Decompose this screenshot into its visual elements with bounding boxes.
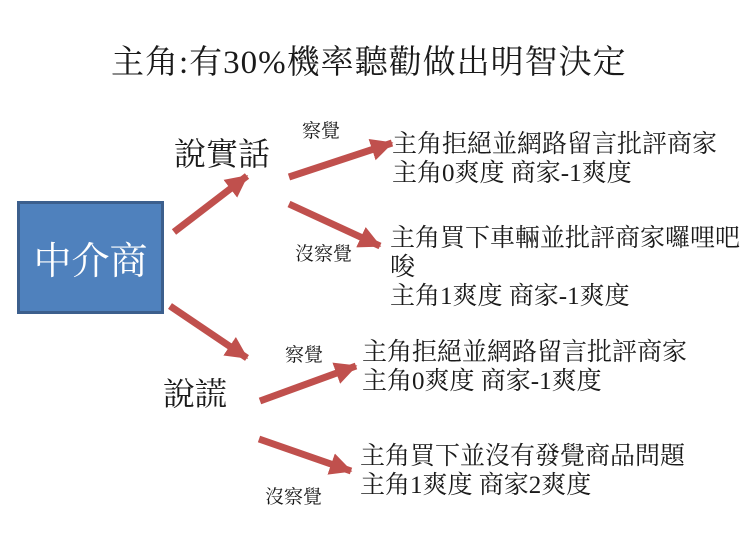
outcome-line: 主角拒絕並網路留言批評商家 (362, 339, 688, 366)
outcome-line: 主角0爽度 商家-1爽度 (362, 368, 602, 395)
root-node-label: 中介商 (33, 241, 148, 283)
outcome-line: 主角1爽度 商家2爽度 (360, 472, 592, 499)
outcome-lie-unnoticed (360, 442, 685, 500)
arrow-root-to-lie (170, 306, 247, 358)
outcome-line: 主角1爽度 商家-1爽度 (390, 283, 630, 310)
slide-title: 主角:有30%機率聽勸做出明智決定 (111, 45, 627, 81)
arrow-truth-noticed (289, 143, 392, 177)
outcome-truth-noticed (392, 130, 717, 188)
condition-label-truth-unnoticed: 沒察覺 (295, 244, 353, 265)
condition-label-truth-noticed: 察覺 (302, 121, 341, 142)
condition-label-lie-noticed: 察覺 (285, 345, 324, 366)
outcome-line: 主角買下並沒有發覺商品問題 (360, 443, 686, 470)
arrow-lie-noticed (260, 366, 356, 401)
branch-label-truth: 說實話 (174, 136, 271, 172)
root-node-box (17, 201, 164, 314)
outcome-truth-unnoticed (390, 224, 740, 311)
condition-label-lie-unnoticed: 沒察覺 (265, 487, 323, 508)
outcome-lie-noticed (362, 338, 687, 396)
branch-label-lie: 說謊 (163, 376, 228, 412)
arrow-lie-unnoticed (259, 439, 351, 471)
outcome-line: 唆 (390, 254, 416, 281)
outcome-line: 主角0爽度 商家-1爽度 (392, 160, 632, 187)
outcome-line: 主角拒絕並網路留言批評商家 (392, 131, 718, 158)
arrow-root-to-truth (174, 176, 247, 232)
outcome-line: 主角買下車輛並批評商家囉哩吧 (390, 225, 740, 252)
